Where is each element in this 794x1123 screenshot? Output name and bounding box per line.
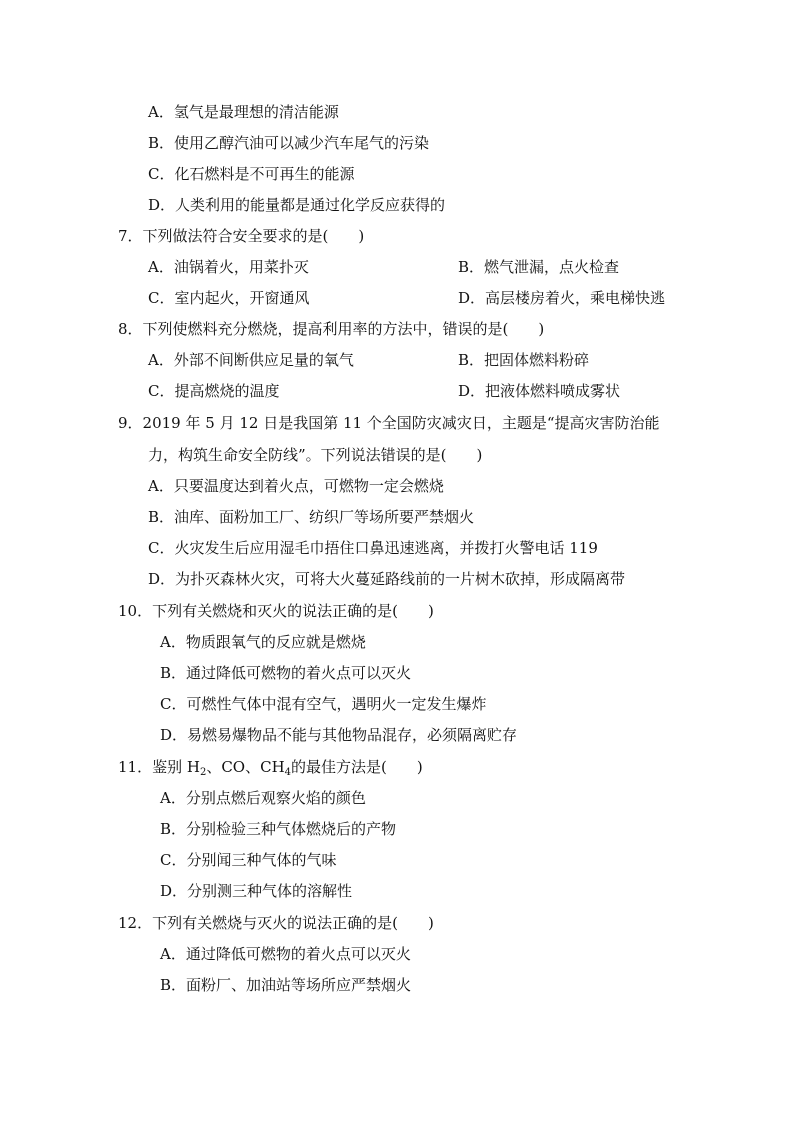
q11-stem-prefix: 11．鉴别 H	[118, 758, 200, 776]
q11-subscript-h2: 2	[199, 767, 207, 778]
q8-option-d: D．把液体燃料喷成雾状	[458, 382, 621, 400]
q8-option-b: B．把固体燃料粉碎	[458, 351, 590, 369]
q11-option-b: B．分别检验三种气体燃烧后的产物	[160, 820, 397, 838]
q11-subscript-ch4: 4	[284, 767, 292, 778]
q9-stem-line2: 力，构筑生命安全防线”。下列说法错误的是( )	[148, 446, 483, 464]
q12-option-a: A．通过降低可燃物的着火点可以灭火	[160, 945, 411, 963]
q10-option-a: A．物质跟氧气的反应就是燃烧	[160, 633, 366, 651]
q9-option-d: D．为扑灭森林火灾，可将大火蔓延路线前的一片树木砍掉，形成隔离带	[148, 570, 626, 588]
q11-option-d: D．分别测三种气体的溶解性	[160, 882, 353, 900]
q10-option-c: C．可燃性气体中混有空气，遇明火一定发生爆炸	[160, 695, 487, 713]
q10-option-d: D．易燃易爆物品不能与其他物品混存，必须隔离贮存	[160, 726, 518, 744]
q11-stem-suffix: 的最佳方法是( )	[291, 758, 423, 776]
q11-stem	[118, 757, 423, 777]
q12-option-b: B．面粉厂、加油站等场所应严禁烟火	[160, 976, 412, 994]
q10-option-b: B．通过降低可燃物的着火点可以灭火	[160, 664, 412, 682]
q9-option-c: C．火灾发生后应用湿毛巾捂住口鼻迅速逃离，并拨打火警电话 119	[148, 539, 598, 557]
q7-stem: 7．下列做法符合安全要求的是( )	[118, 227, 365, 245]
q9-option-a: A．只要温度达到着火点，可燃物一定会燃烧	[148, 477, 444, 495]
q11-stem-mid: 、CO、CH	[206, 758, 285, 776]
q8-option-a: A．外部不间断供应足量的氧气	[148, 351, 354, 369]
q7-option-a: A．油锅着火，用菜扑灭	[148, 258, 309, 276]
q9-stem-line1: 9．2019 年 5 月 12 日是我国第 11 个全国防灾减灾日，主题是“提高灾害防治能	[118, 414, 660, 432]
q7-option-b: B．燃气泄漏，点火检查	[458, 258, 620, 276]
q8-option-c: C．提高燃烧的温度	[148, 382, 280, 400]
q7-option-d: D．高层楼房着火，乘电梯快逃	[458, 289, 666, 307]
q6-option-a: A．氢气是最理想的清洁能源	[148, 103, 339, 121]
q6-option-c: C．化石燃料是不可再生的能源	[148, 165, 355, 183]
q6-option-d: D．人类利用的能量都是通过化学反应获得的	[148, 196, 446, 214]
q9-option-b: B．油库、面粉加工厂、纺织厂等场所要严禁烟火	[148, 508, 475, 526]
q12-stem: 12．下列有关燃烧与灭火的说法正确的是( )	[118, 914, 434, 932]
q11-option-c: C．分别闻三种气体的气味	[160, 851, 337, 869]
q8-stem: 8．下列使燃料充分燃烧，提高利用率的方法中，错误的是( )	[118, 320, 545, 338]
q6-option-b: B．使用乙醇汽油可以减少汽车尾气的污染	[148, 134, 430, 152]
q7-option-c: C．室内起火，开窗通风	[148, 289, 310, 307]
q10-stem: 10．下列有关燃烧和灭火的说法正确的是( )	[118, 602, 434, 620]
q11-option-a: A．分别点燃后观察火焰的颜色	[160, 789, 366, 807]
